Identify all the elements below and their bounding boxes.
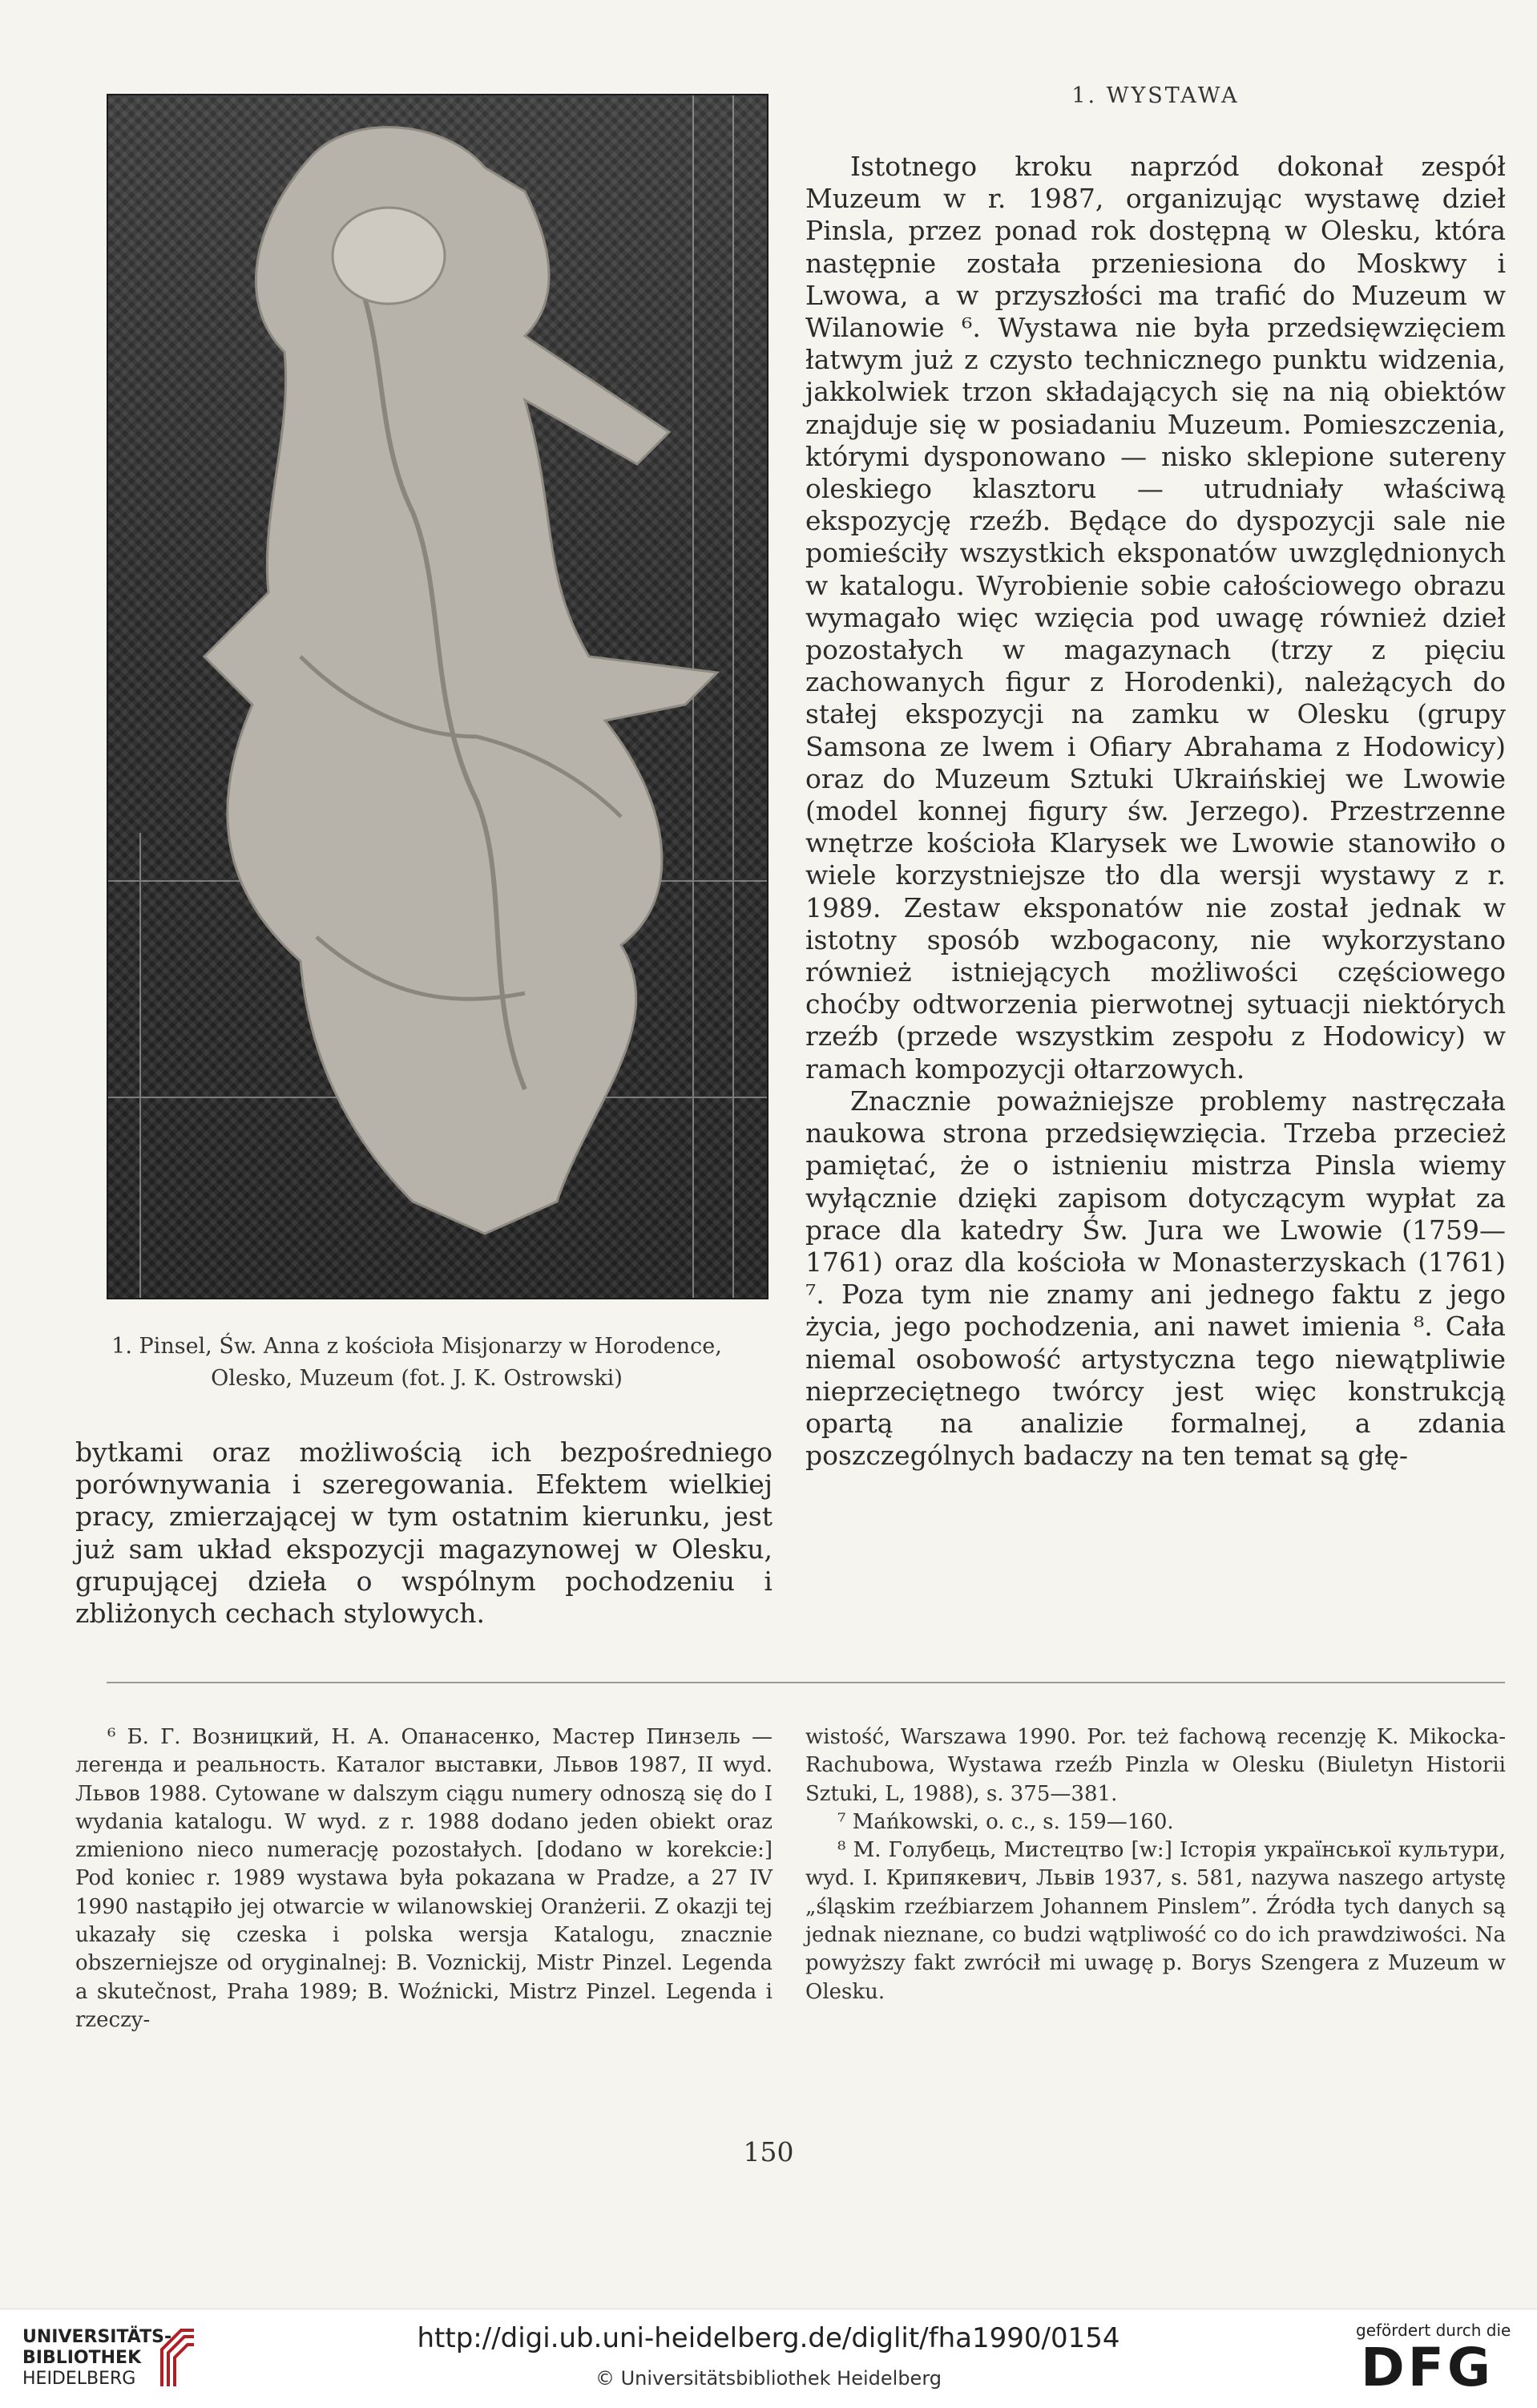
library-line-3: HEIDELBERG <box>22 2369 136 2389</box>
left-column-text <box>75 1436 773 1630</box>
footnote-divider <box>107 1682 1505 1683</box>
section-title: 1. WYSTAWA <box>1071 83 1240 108</box>
footnotes-right <box>805 1723 1506 2006</box>
footnotes-left <box>75 1723 773 2034</box>
right-paragraph-2: Znacznie poważniejsze problemy nastręczała naukowa strona przedsięwzięcia. Trzeba przecież pamiętać, że o istnieniu mistrza Pinsla wiemy wyłącznie dzięki zapisom dotyczącym wypłat za prace dla katedry Św. Jura we Lwowie (1759—1761) oraz dla kościoła w Monasterzyskach (1761) ⁷. Poza tym nie znamy ani jednego faktu z jego życia, jego pochodzenia, ani nawet imienia ⁸. Cała niemal osobowość artystyczna tego niewątpliwie nieprzeciętnego twórcy jest więc konstrukcją opartą na analizie formalnej, a zdania poszczególnych badaczy na ten temat są głę- <box>805 1085 1506 1472</box>
funding-label: gefördert durch die <box>1356 2321 1511 2340</box>
copyright-notice: © Universitätsbibliothek Heidelberg <box>595 2367 942 2390</box>
dfg-logo: DFG <box>1361 2337 1495 2398</box>
caption-line-1: 1. Pinsel, Św. Anna z kościoła Misjonarzy w Horodence, <box>111 1334 722 1359</box>
photo-caption <box>56 1331 777 1395</box>
library-line-2: BIBLIOTHEK <box>22 2348 142 2368</box>
page-number: 150 <box>743 2136 794 2168</box>
digitization-footer <box>0 2309 1537 2408</box>
sculpture-photo <box>107 94 768 1299</box>
right-column-text <box>805 151 1506 1472</box>
caption-line-2: Olesko, Muzeum (fot. J. K. Ostrowski) <box>211 1366 623 1391</box>
right-paragraph-1: Istotnego kroku naprzód dokonał zespół Muzeum w r. 1987, organizując wystawę dzieł Pinsla, przez ponad rok dostępną w Olesku, która następnie została przeniesiona do Moskwy i Lwowa, a w przyszłości ma trafić do Muzeum w Wilanowie ⁶. Wystawa nie była przedsięwzięciem łatwym już z czysto technicznego punktu widzenia, jakkolwiek trzon składających się na nią obiektów znajduje się w posiadaniu Muzeum. Pomieszczenia, którymi dysponowano — nisko sklepione sutereny oleskiego klasztoru — utrudniały właściwą ekspozycję rzeźb. Będące do dyspozycji sale nie pomieściły wszystkich eksponatów uwzględnionych w katalogu. Wyrobienie sobie całościowego obrazu wymagało więc wzięcia pod uwagę również dzieł pozostałych w magazynach (trzy z pięciu zachowanych figur z Horodenki), należących do stałej ekspozycji na zamku w Olesku (grupy Samsona ze lwem i Ofiary Abrahama z Hodowicy) oraz do Muzeum Sztuki Ukraińskiej we Lwowie (model konnej figury św. Jerzego). Przestrzenne wnętrze kościoła Klarysek we Lwowie stanowiło o wiele korzystniejsze tło dla wersji wystawy z r. 1989. Zestaw eksponatów nie został jednak w istotny sposób wzbogacony, nie wykorzystano również istniejących możliwości częściowego choćby odtworzenia pierwotnej sytuacji niektórych rzeźb (przede wszystkim zespołu z Hodowicy) w ramach kompozycji ołtarzowych. <box>805 151 1506 1085</box>
footnote-7: ⁷ Mańkowski, o. c., s. 159—160. <box>837 1809 1174 1834</box>
left-paragraph: bytkami oraz możliwością ich bezpośredniego porównywania i szeregowania. Efektem wielkiej pracy, zmierzającej w tym ostatnim kierunku, jest już sam układ ekspozycji magazynowej w Olesku, grupującej dzieła o wspólnym pochodzeniu i zbliżonych cechach stylowych. <box>75 1436 773 1630</box>
library-line-1: UNIVERSITÄTS- <box>22 2327 172 2347</box>
footnote-6-continued: wistość, Warszawa 1990. Por. też fachową recenzję K. Mikocka-Rachubowa, Wystawa rzeźb Pinzla w Olesku (Biuletyn Historii Sztuki, L, 1988), s. 375—381. <box>805 1725 1506 1806</box>
source-url-link[interactable]: http://digi.ub.uni-heidelberg.de/diglit/fha1990/0154 <box>417 2322 1120 2354</box>
footnote-8: ⁸ М. Голубець, Мистецтво [w:] Історія української культури, wyd. І. Крипякевич, Львів 1937, s. 581, nazywa naszego artystę „śląskim rzeźbiarzem Johannem Pinslem”. Źródła tych danych są jednak nieznane, co budzi wątpliwość co do ich prawdziwości. Na powyższy fakt zwrócił mi uwagę p. Borys Szengera z Muzeum w Olesku. <box>805 1838 1506 2004</box>
footnote-6: ⁶ Б. Г. Возницкий, Н. А. Опанасенко, Мастер Пинзель — легенда и реальность. Каталог выставки, Львов 1987, II wyd. Львов 1988. Cytowane w dalszym ciągu numery odnoszą się do I wydania katalogu. W wyd. z r. 1988 dodano jeden obiekt oraz zmieniono nieco numerację pozostałych. [dodano w korekcie:] Pod koniec r. 1989 wystawa była pokazana w Pradze, a 27 IV 1990 nastąpiło jej otwarcie w wilanowskiej Oranżerii. Z okazji tej ukazały się czeska i polska wersja Katalogu, znacznie obszerniejsze od oryginalnej: B. Voznickij, Mistr Pinzel. Legenda a skutečnost, Praha 1989; B. Woźnicki, Mistrz Pinzel. Legenda i rzeczy- <box>75 1725 773 2032</box>
